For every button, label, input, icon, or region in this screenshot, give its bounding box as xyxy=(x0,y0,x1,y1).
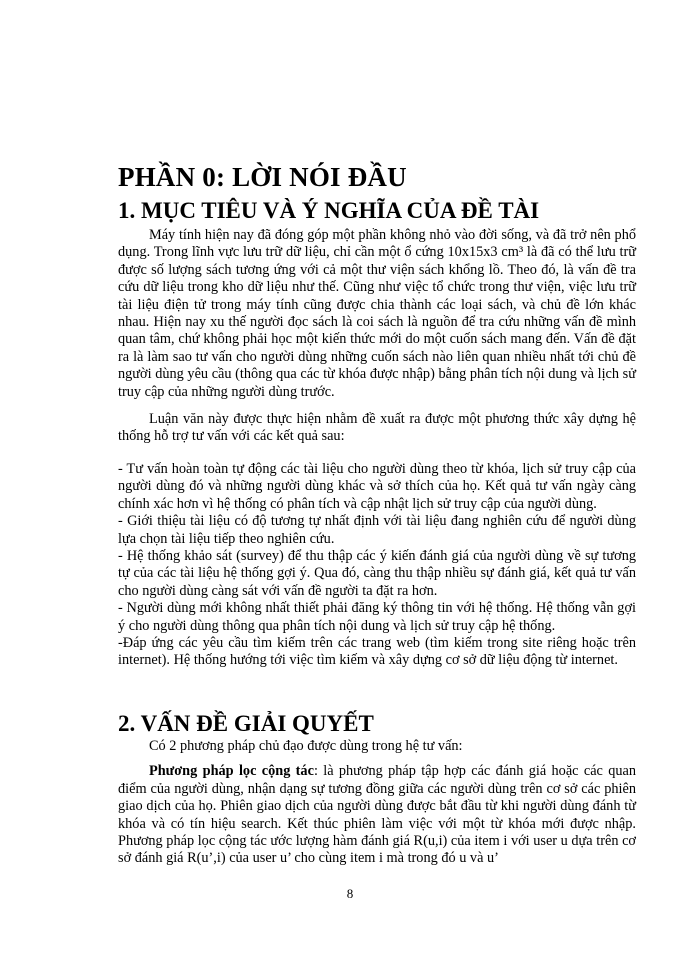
method-text: : là phương pháp tập hợp các đánh giá hoặc các quan điểm của người dùng, nhận dạng sự tương đồng giữa các người dùng trên cơ sở các phiên giao dịch của họ. Phiên giao dịch của người dùng được bắt đầu từ khi người dùng đánh từ khóa và có tín hiệu search. Kết thúc phiên làm việc với một từ khóa mới được nhập. Phương pháp lọc cộng tác ước lượng hàm đánh giá R(u,i) của item i với user u dựa trên cơ sở đánh giá R(u’,i) của user u’ cho cùng item i mà trong đó u và u’ xyxy=(118,763,637,867)
bullet-item: - Tư vấn hoàn toàn tự động các tài liệu cho người dùng theo từ khóa, lịch sử truy cập của người dùng đó và những người dùng khác và sở thích của họ. Kết quả tư vấn ngày càng chính xác hơn vì hệ thống có phân tích và cập nhật lịch sử truy cập của người dùng. xyxy=(118,460,636,512)
section-2-title: 2. VẤN ĐỀ GIẢI QUYẾT xyxy=(118,711,374,736)
bullet-item: - Hệ thống khảo sát (survey) để thu thập các ý kiến đánh giá của người dùng về sự tương tự của các tài liệu hệ thống gợi ý. Qua đó, càng thu thập nhiều sự đánh giá, kết quả tư vấn cho người dùng càng sát với vấn đề người ta đặt ra hơn. xyxy=(118,547,636,599)
bullet-item: -Đáp ứng các yêu cầu tìm kiếm trên các trang web (tìm kiếm trong site riêng hoặc trên internet). Hệ thống hướng tới việc tìm kiếm và xây dựng cơ sở dữ liệu động từ internet. xyxy=(118,634,636,669)
page-number: 8 xyxy=(346,886,354,901)
bullet-item: - Giới thiệu tài liệu có độ tương tự nhất định với tài liệu đang nghiên cứu để người dùng lựa chọn tài liệu tiếp theo nghiên cứu. xyxy=(118,513,636,547)
bullet-item: - Người dùng mới không nhất thiết phải đăng ký thông tin với hệ thống. Hệ thống vẫn gợi ý cho người dùng thông qua phân tích nội dung và lịch sử truy cập hệ thống. xyxy=(118,600,636,634)
section-1-paragraph-2: Luận văn này được thực hiện nhằm đề xuất ra được một phương thức xây dựng hệ thống hỗ trợ tư vấn với các kết quả sau: xyxy=(118,411,636,445)
section-1-body xyxy=(118,227,636,670)
method-label: Phương pháp lọc cộng tác xyxy=(149,763,314,780)
section-2-body xyxy=(118,738,636,868)
section-1-paragraph-1: Máy tính hiện nay đã đóng góp một phần không nhỏ vào đời sống, và đã trở nên phổ dụng. Trong lĩnh vực lưu trữ dữ liệu, chỉ cần một ổ cứng 10x15x3 cm³ là đã có thể lưu trữ được số lượng sách tương ứng với cả một thư viện sách khổng lồ. Theo đó, là vấn đề tra cứu dữ liệu trong kho dữ liệu như thế. Cũng như việc tổ chức trong thư viện, việc lưu trữ tài liệu điện tử trong máy tính cũng được chia thành các loại sách, và chủ đề lớn khác nhau. Hiện nay xu thế người đọc sách là coi sách là nguồn để tra cứu những vấn đề mình quan tâm, chứ không phải học một kiến thức mới do một cuốn sách mang đến. Vấn đề đặt ra là làm sao tư vấn cho người dùng những cuốn sách nào liên quan nhiều nhất tới chủ đề người dùng yêu cầu (thông qua các từ khóa được nhập) bằng phân tích nội dung và lịch sử truy cập của những người dùng trước. xyxy=(118,227,636,400)
section-1-title: 1. MỤC TIÊU VÀ Ý NGHĨA CỦA ĐỀ TÀI xyxy=(118,198,540,223)
part-heading: PHẦN 0: LỜI NÓI ĐẦU xyxy=(118,162,407,192)
section-2-method-paragraph xyxy=(118,763,636,867)
section-2-intro: Có 2 phương pháp chủ đạo được dùng trong hệ tư vấn: xyxy=(149,738,463,754)
